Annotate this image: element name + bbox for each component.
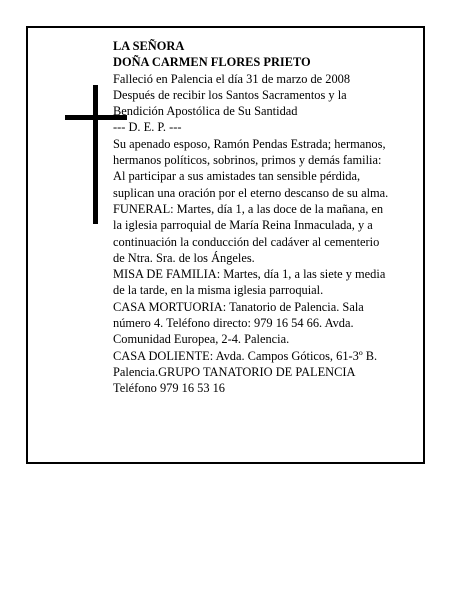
funeral-home-line-2: número 4. Teléfono directo: 979 16 54 66. Avda.	[113, 316, 354, 331]
obituary-text	[113, 38, 423, 397]
funeral-line-2: la iglesia parroquial de María Reina Inmaculada, y a	[113, 218, 373, 233]
death-date-line: Falleció en Palencia el día 31 de marzo de 2008	[113, 71, 351, 86]
deceased-name: DOÑA CARMEN FLORES PRIETO	[113, 55, 311, 70]
funeral-home-line-3: Comunidad Europea, 2-4. Palencia.	[113, 332, 290, 347]
funeral-line-4: de Ntra. Sra. de los Ángeles.	[113, 250, 255, 265]
sacraments-line-2: Bendición Apostólica de Su Santidad	[113, 104, 298, 119]
funeral-line-3: continuación la conducción del cadáver al cementerio	[113, 234, 380, 249]
cross-vertical-bar	[93, 85, 98, 224]
funeral-line-1: FUNERAL: Martes, día 1, a las doce de la mañana, en	[113, 201, 384, 216]
rip-line: --- D. E. P. ---	[113, 120, 182, 135]
family-line-2: hermanos políticos, sobrinos, primos y demás familia:	[113, 153, 382, 168]
funeral-home-line-1: CASA MORTUORIA: Tanatorio de Palencia. Sala	[113, 299, 364, 314]
sacraments-line-1: Después de recibir los Santos Sacramentos y la	[113, 87, 347, 102]
mourning-house-line-2: Palencia.GRUPO TANATORIO DE PALENCIA	[113, 364, 356, 379]
family-line-4: suplican una oración por el eterno descanso de su alma.	[113, 185, 389, 200]
family-mass-line-2: de la tarde, en la misma iglesia parroquial.	[113, 283, 324, 298]
family-line-1: Su apenado esposo, Ramón Pendas Estrada; hermanos,	[113, 136, 386, 151]
family-mass-line-1: MISA DE FAMILIA: Martes, día 1, a las siete y media	[113, 267, 386, 282]
mourning-house-line-1: CASA DOLIENTE: Avda. Campos Góticos, 61-3º B.	[113, 348, 378, 363]
contact-phone-line: Teléfono 979 16 53 16	[113, 381, 226, 396]
notice-heading-title: LA SEÑORA	[113, 39, 185, 53]
family-line-3: Al participar a sus amistades tan sensible pérdida,	[113, 169, 361, 184]
